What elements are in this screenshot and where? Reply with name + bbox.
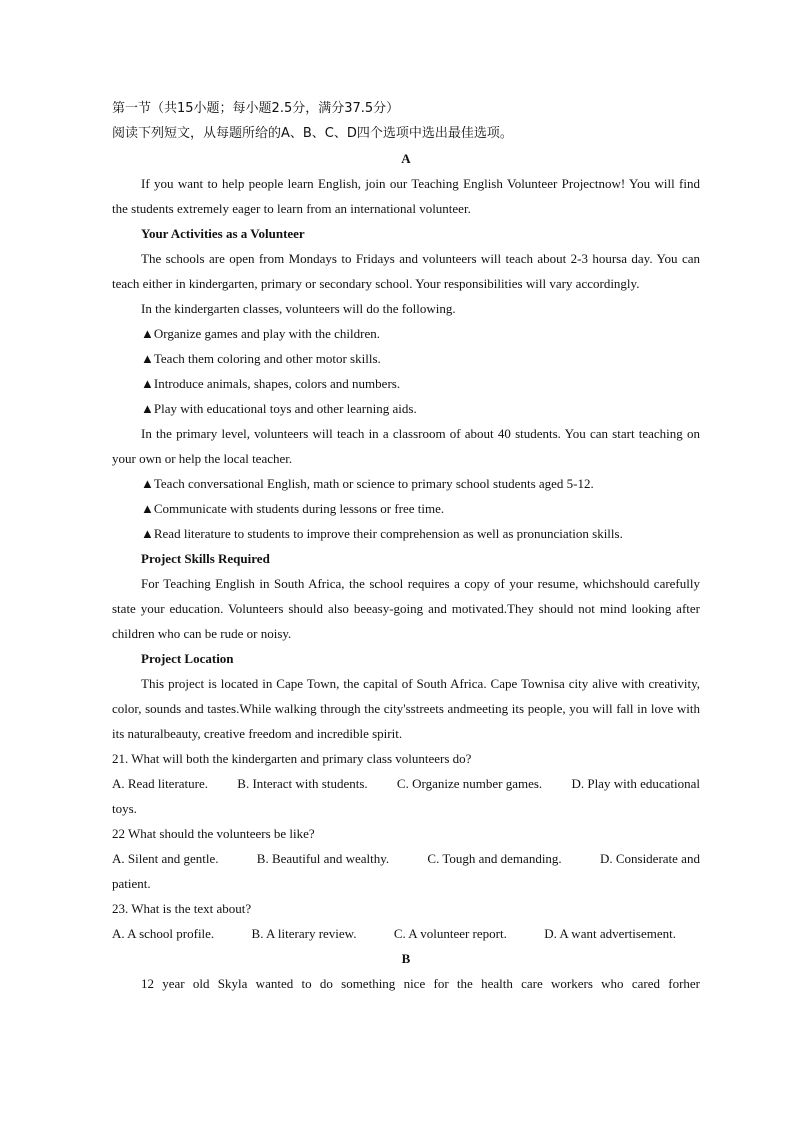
option-d: D. Considerate and (599, 851, 700, 866)
instruction: 阅读下列短文，从每题所给的A、B、C、D四个选项中选出最佳选项。 (112, 126, 513, 141)
options-row (112, 771, 700, 796)
option-d: D. Play with educational (571, 776, 700, 791)
option-c: C. A volunteer report. (393, 926, 507, 941)
kindergarten-item: ▲Teach them coloring and other motor skills. (141, 351, 381, 366)
passage-b-first-line: 12 year old Skyla wanted to do something nice for the health care workers who cared forher (141, 976, 700, 991)
primary-item: ▲Teach conversational English, math or science to primary school students aged 5-12. (141, 476, 594, 491)
option-b: B. A literary review. (251, 926, 357, 941)
schedule-paragraph: The schools are open from Mondays to Fridays and volunteers will teach about 2-3 hoursa day. You can teach either in kindergarten, primary or secondary school. Your responsibilities will vary accordingly. (112, 251, 700, 291)
kindergarten-intro: In the kindergarten classes, volunteers will do the following. (141, 301, 456, 316)
option-b: B. Beautiful and wealthy. (256, 851, 390, 866)
passage-a-intro: If you want to help people learn English, join our Teaching English Volunteer Projectnow! You will find the students extremely eager to learn from an international volunteer. (112, 176, 700, 216)
heading-skills: Project Skills Required (141, 551, 270, 566)
heading-activities: Your Activities as a Volunteer (141, 226, 305, 241)
primary-item: ▲Communicate with students during lessons or free time. (141, 501, 445, 516)
primary-intro: In the primary level, volunteers will teach in a classroom of about 40 students. You can start teaching on your own or help the local teacher. (112, 426, 700, 466)
options-row (112, 921, 700, 946)
question-stem: 21. What will both the kindergarten and primary class volunteers do? (112, 751, 472, 766)
option-d-continued: toys. (112, 801, 137, 816)
question-22 (112, 821, 700, 896)
options-row (112, 846, 700, 871)
question-stem: 23. What is the text about? (112, 901, 252, 916)
heading-location: Project Location (141, 651, 234, 666)
option-c: C. Tough and demanding. (427, 851, 562, 866)
kindergarten-item: ▲Play with educational toys and other learning aids. (141, 401, 417, 416)
option-c: C. Organize number games. (396, 776, 543, 791)
option-d-continued: patient. (112, 876, 151, 891)
section-title: 第一节（共15小题；每小题2.5分，满分37.5分） (112, 101, 400, 116)
location-paragraph: This project is located in Cape Town, the capital of South Africa. Cape Townisa city alive with creativity, color, sounds and tastes.While walking through the city'sstreets andmeeting its people, you will fall in love with its naturalbeauty, creative freedom and incredible spirit. (112, 676, 700, 741)
option-b: B. Interact with students. (237, 776, 368, 791)
skills-paragraph: For Teaching English in South Africa, the school requires a copy of your resume, whichshould carefully state your education. Volunteers should also beeasy-going and motivated.They should not mind looking after children who can be rude or noisy. (112, 576, 700, 641)
kindergarten-item: ▲Introduce animals, shapes, colors and numbers. (141, 376, 401, 391)
passage-b-label: B (401, 951, 411, 966)
option-a: A. Silent and gentle. (112, 851, 219, 866)
kindergarten-item: ▲Organize games and play with the children. (141, 326, 380, 341)
option-a: A. A school profile. (112, 926, 215, 941)
passage-a-label: A (401, 151, 411, 166)
exam-page (112, 96, 700, 996)
primary-item: ▲Read literature to students to improve their comprehension as well as pronunciation skills. (141, 526, 623, 541)
option-d: D. A want advertisement. (544, 926, 676, 941)
question-stem: 22 What should the volunteers be like? (112, 826, 315, 841)
question-21 (112, 746, 700, 821)
question-23 (112, 896, 700, 946)
option-a: A. Read literature. (112, 776, 209, 791)
